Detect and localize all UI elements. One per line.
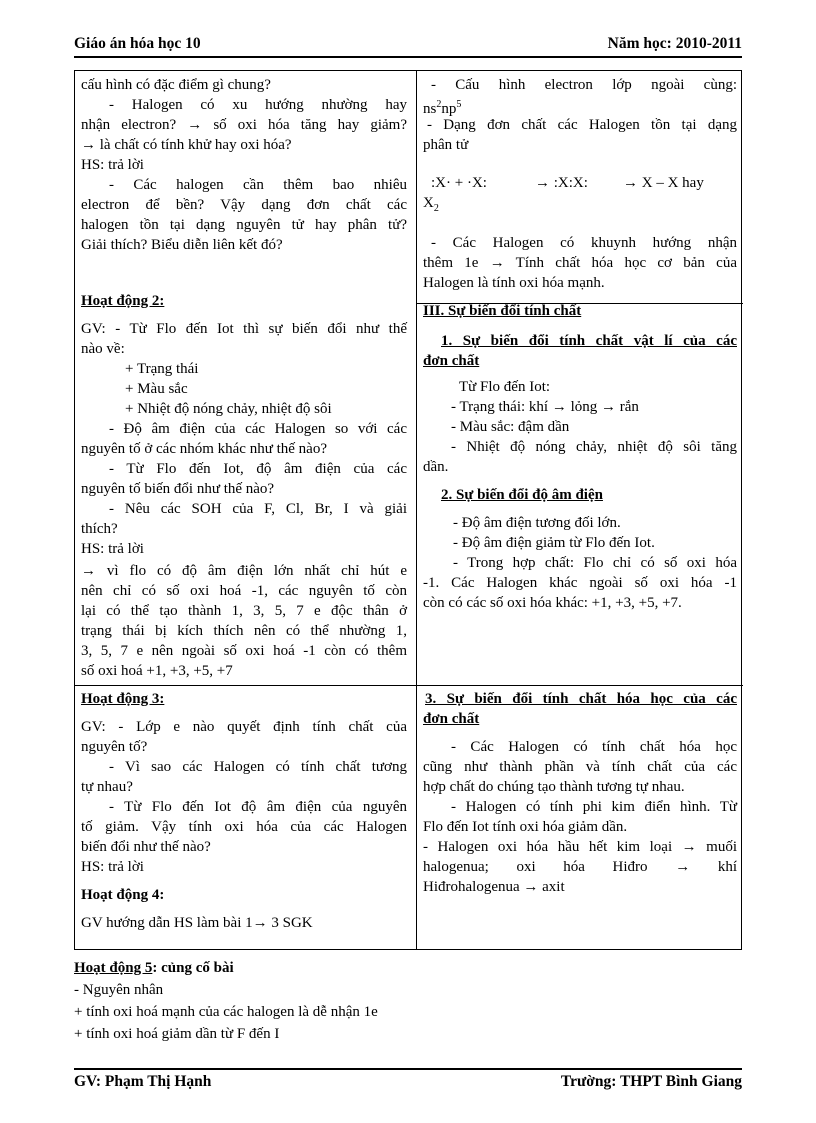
right-line: Halogen là tính oxi hóa mạnh. [423, 275, 605, 291]
row-divider-left [75, 685, 416, 686]
footer-rule [74, 1068, 742, 1070]
row-divider-right-2 [416, 685, 743, 686]
activity-5-heading: Hoạt động 5: củng cố bài [74, 960, 234, 976]
left-line: số oxi hoá +1, +3, +5, +7 [81, 663, 233, 679]
left-line: - Các halogen cần thêm bao nhiêu [109, 177, 407, 193]
right-line: - Độ âm điện giảm từ Flo đến Iot. [453, 535, 655, 551]
right-line: dần. [423, 459, 449, 475]
left-line: tự nhau? [81, 779, 133, 795]
right-line: phân tử [423, 137, 469, 153]
left-line: nguyên tố ở các nhóm khác như thế nào? [81, 441, 327, 457]
right-line: còn có các số oxi hóa khác: +1, +3, +5, +7. [423, 595, 682, 611]
right-line: Flo đến Iot tính oxi hóa giảm dần. [423, 819, 628, 835]
right-line: - Dạng đơn chất các Halogen tồn tại dạng [427, 117, 737, 133]
left-line: trạng thái bị kích thích nên có thể nhường 1, [81, 623, 407, 639]
left-line: lại có thể tạo thành 1, 3, 5, 7 e độc thân ở [81, 603, 407, 619]
left-line: + Màu sắc [125, 381, 188, 397]
left-line: nhận electron? → số oxi hóa tăng hay giảm? [81, 117, 407, 133]
left-line: thích? [81, 521, 118, 537]
right-line: Hiđrohalogenua → axit [423, 879, 565, 895]
left-line: HS: trả lời [81, 541, 144, 557]
lesson-table [74, 70, 742, 950]
formula-molecule: $X_2$ [423, 195, 439, 214]
subsection-3-heading: 3. Sự biến đổi tính chất hóa học của các [425, 691, 737, 707]
right-line: - Halogen oxi hóa hầu hết kim loại → muối [423, 839, 737, 855]
right-line: - Các Halogen có khuynh hướng nhận [431, 235, 737, 251]
left-line: - Từ Flo đến Iot, độ âm điện của các [109, 461, 407, 477]
summary-line: - Nguyên nhân [74, 982, 164, 998]
right-line: - Màu sắc: đậm dần [451, 419, 570, 435]
column-divider [416, 71, 417, 949]
right-line: - Nhiệt độ nóng chảy, nhiệt độ sôi tăng [451, 439, 737, 455]
left-line: - Halogen có xu hướng nhường hay [109, 97, 407, 113]
summary-line: + tính oxi hoá mạnh của các halogen là dễ nhận 1e [74, 1004, 378, 1020]
left-line: → vì flo có độ âm điện lớn nhất chỉ hút e [81, 563, 407, 579]
right-line: Từ Flo đến Iot: [459, 379, 551, 395]
lewis-bond-formula [423, 175, 737, 215]
left-line: electron để bền? Vậy dạng đơn chất các [81, 197, 407, 213]
left-line: HS: trả lời [81, 157, 144, 173]
left-line: - Nêu các SOH của F, Cl, Br, I và giải [109, 501, 407, 517]
right-line: cũng như thành phần và tính chất của các [423, 759, 737, 775]
left-line: + Trạng thái [125, 361, 199, 377]
left-line: halogen tồn tại dạng nguyên tử hay phân tử? [81, 217, 407, 233]
right-line: - Cấu hình electron lớp ngoài cùng: [431, 77, 737, 93]
footer-teacher: GV: Phạm Thị Hạnh [74, 1073, 212, 1090]
summary-line: + tính oxi hoá giảm dần từ F đến I [74, 1026, 280, 1042]
formula-reactants: :X· + ·X: [431, 175, 487, 191]
right-line: hợp chất do chúng tạo thành tương tự nhau. [423, 779, 685, 795]
header-subject: Giáo án hóa học 10 [74, 35, 201, 52]
formula-product-lewis: → :X:X: [535, 175, 588, 191]
left-line: 3, 5, 7 e nên ngoài số oxi hoá -1 còn có thêm [81, 643, 407, 659]
right-line: - Trạng thái: khí → lỏng → rắn [451, 399, 639, 415]
header-school-year: Năm học: 2010-2011 [607, 35, 742, 52]
activity-4-heading: Hoạt động 4: [81, 887, 165, 903]
left-line: nguyên tố? [81, 739, 148, 755]
left-line: → là chất có tính khử hay oxi hóa? [81, 137, 292, 153]
left-line: tố giảm. Vậy tính oxi hóa của các Halogen [81, 819, 407, 835]
activity-2-heading: Hoạt động 2: [81, 293, 165, 309]
subsection-3-heading-cont: đơn chất [423, 711, 480, 727]
right-line: - Độ âm điện tương đối lớn. [453, 515, 621, 531]
left-line: biến đổi như thế nào? [81, 839, 211, 855]
left-line: GV: - Từ Flo đến Iot thì sự biến đổi như thế [81, 321, 407, 337]
left-line: Giải thích? Biểu diễn liên kết đó? [81, 237, 283, 253]
left-line: cấu hình có đặc điểm gì chung? [81, 77, 271, 93]
right-line: - Các Halogen có tính chất hóa học [451, 739, 737, 755]
left-line: HS: trả lời [81, 859, 144, 875]
left-line: GV hướng dẫn HS làm bài 1→ 3 SGK [81, 915, 313, 931]
right-line: - Trong hợp chất: Flo chỉ có số oxi hóa [453, 555, 737, 571]
formula-product-bond: → X – X hay [623, 175, 704, 191]
left-line: nguyên tố biến đổi như thế nào? [81, 481, 275, 497]
left-line: - Vì sao các Halogen có tính chất tương [109, 759, 407, 775]
section-iii-heading: III. Sự biến đổi tính chất [423, 303, 582, 319]
right-line: thêm 1e → Tính chất hóa học cơ bản của [423, 255, 737, 271]
left-line: - Từ Flo đến Iot độ âm điện của nguyên [109, 799, 407, 815]
page-header [74, 32, 742, 58]
footer-school: Trường: THPT Bình Giang [560, 1073, 742, 1090]
subsection-1-heading-cont: đơn chất [423, 353, 480, 369]
subsection-2-heading: 2. Sự biến đổi độ âm điện [441, 487, 603, 503]
right-line: - Halogen có tính phi kim điển hình. Từ [451, 799, 737, 815]
left-line: nào về: [81, 341, 125, 357]
left-line: GV: - Lớp e nào quyết định tính chất của [81, 719, 407, 735]
left-line: + Nhiệt độ nóng chảy, nhiệt độ sôi [125, 401, 332, 417]
outer-electron-config: $ns^2np^5$ [423, 99, 462, 117]
right-line: -1. Các Halogen khác ngoài số oxi hóa -1 [423, 575, 737, 591]
right-line: halogenua; oxi hóa Hiđro → khí [423, 859, 737, 875]
left-line: - Độ âm điện của các Halogen so với các [109, 421, 407, 437]
left-line: nên chỉ có số oxi hoá -1, các nguyên tố còn [81, 583, 407, 599]
activity-3-heading: Hoạt động 3: [81, 691, 165, 707]
subsection-1-heading: 1. Sự biến đổi tính chất vật lí của các [441, 333, 737, 349]
